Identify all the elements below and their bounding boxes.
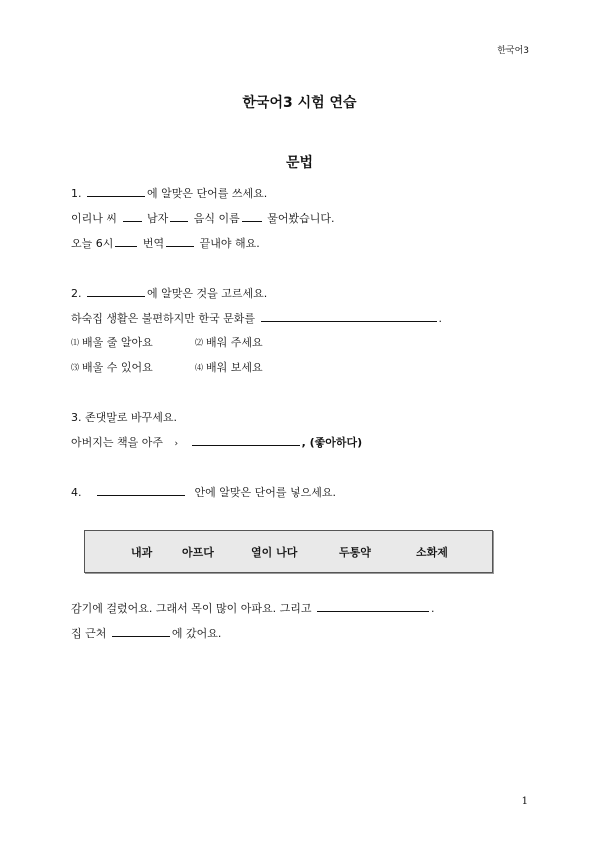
q4-instruction-text: 안에 알맞은 단어를 넣으세요. [194,486,336,499]
section-title: 문법 [285,155,314,171]
q2-option-2[interactable] [195,334,263,350]
q2-instruction-text: 에 알맞은 것을 고르세요. [147,287,268,300]
q1-number: 1. [71,187,82,200]
text-segment: 오늘 6시 [71,237,114,250]
word-bank [84,530,493,573]
page-title: 한국어3 시험 연습 [242,95,357,111]
blank [242,220,262,222]
blank [87,195,145,197]
q2-option-1[interactable] [71,334,153,350]
q3-sentence [71,434,362,450]
blank [97,494,185,496]
text-segment: . [438,312,443,325]
q1-instruction [71,185,267,201]
text-segment: 아버지는 책을 아주 [71,436,164,449]
q4-line-2 [71,625,221,641]
text-segment: 하숙집 생활은 불편하지만 한국 문화를 [71,312,256,325]
text-segment: 물어봤습니다. [267,212,335,225]
blank [166,245,194,247]
text-segment: 음식 이름 [193,212,240,225]
option-mark: ⑶ [71,363,79,372]
q3-instruction: 3. 존댓말로 바꾸세요. [71,411,177,424]
word-bank-item: 내과 [131,546,153,559]
option-mark: ⑷ [195,363,203,372]
blank [192,444,300,446]
q1-line-2 [71,235,260,251]
arrow-icon: › [174,439,179,449]
word-bank-item: 열이 나다 [251,546,298,559]
option-mark: ⑵ [195,338,203,347]
hint-text: , (좋아하다) [301,436,363,449]
blank [317,610,429,612]
blank [261,320,437,322]
page-number: 1 [521,796,528,807]
word-bank-item: 아프다 [182,546,214,559]
header-label: 한국어3 [497,46,529,56]
blank [112,635,170,637]
text-segment: 끝내야 해요. [199,237,260,250]
option-mark: ⑴ [71,338,79,347]
text-segment: 집 근처 [71,627,107,640]
word-bank-item: 소화제 [416,546,448,559]
q1-instruction-text: 에 알맞은 단어를 쓰세요. [147,187,268,200]
blank [123,220,142,222]
option-text: 배워 보세요 [206,361,263,374]
word-bank-item: 두통약 [339,546,371,559]
text-segment: 에 갔어요. [171,627,222,640]
option-text: 배울 수 있어요 [82,361,153,374]
option-text: 배워 주세요 [206,336,263,349]
blank [170,220,188,222]
q2-sentence [71,310,442,326]
q2-option-4[interactable] [195,359,263,375]
option-text: 배울 줄 알아요 [82,336,153,349]
q2-instruction [71,285,267,301]
blank [87,295,145,297]
text-segment: 감기에 걸렸어요. 그래서 목이 많이 아파요. 그리고 [71,602,312,615]
q2-number: 2. [71,287,82,300]
q1-line-1 [71,210,335,226]
text-segment: 번역 [142,237,165,250]
blank [115,245,137,247]
q4-line-1 [71,600,435,616]
text-segment: 남자 [147,212,169,225]
q4-instruction [71,484,336,500]
q2-option-3[interactable] [71,359,153,375]
text-segment: 이리나 씨 [71,212,118,225]
text-segment: . [431,602,435,615]
q4-number: 4. [71,486,82,499]
